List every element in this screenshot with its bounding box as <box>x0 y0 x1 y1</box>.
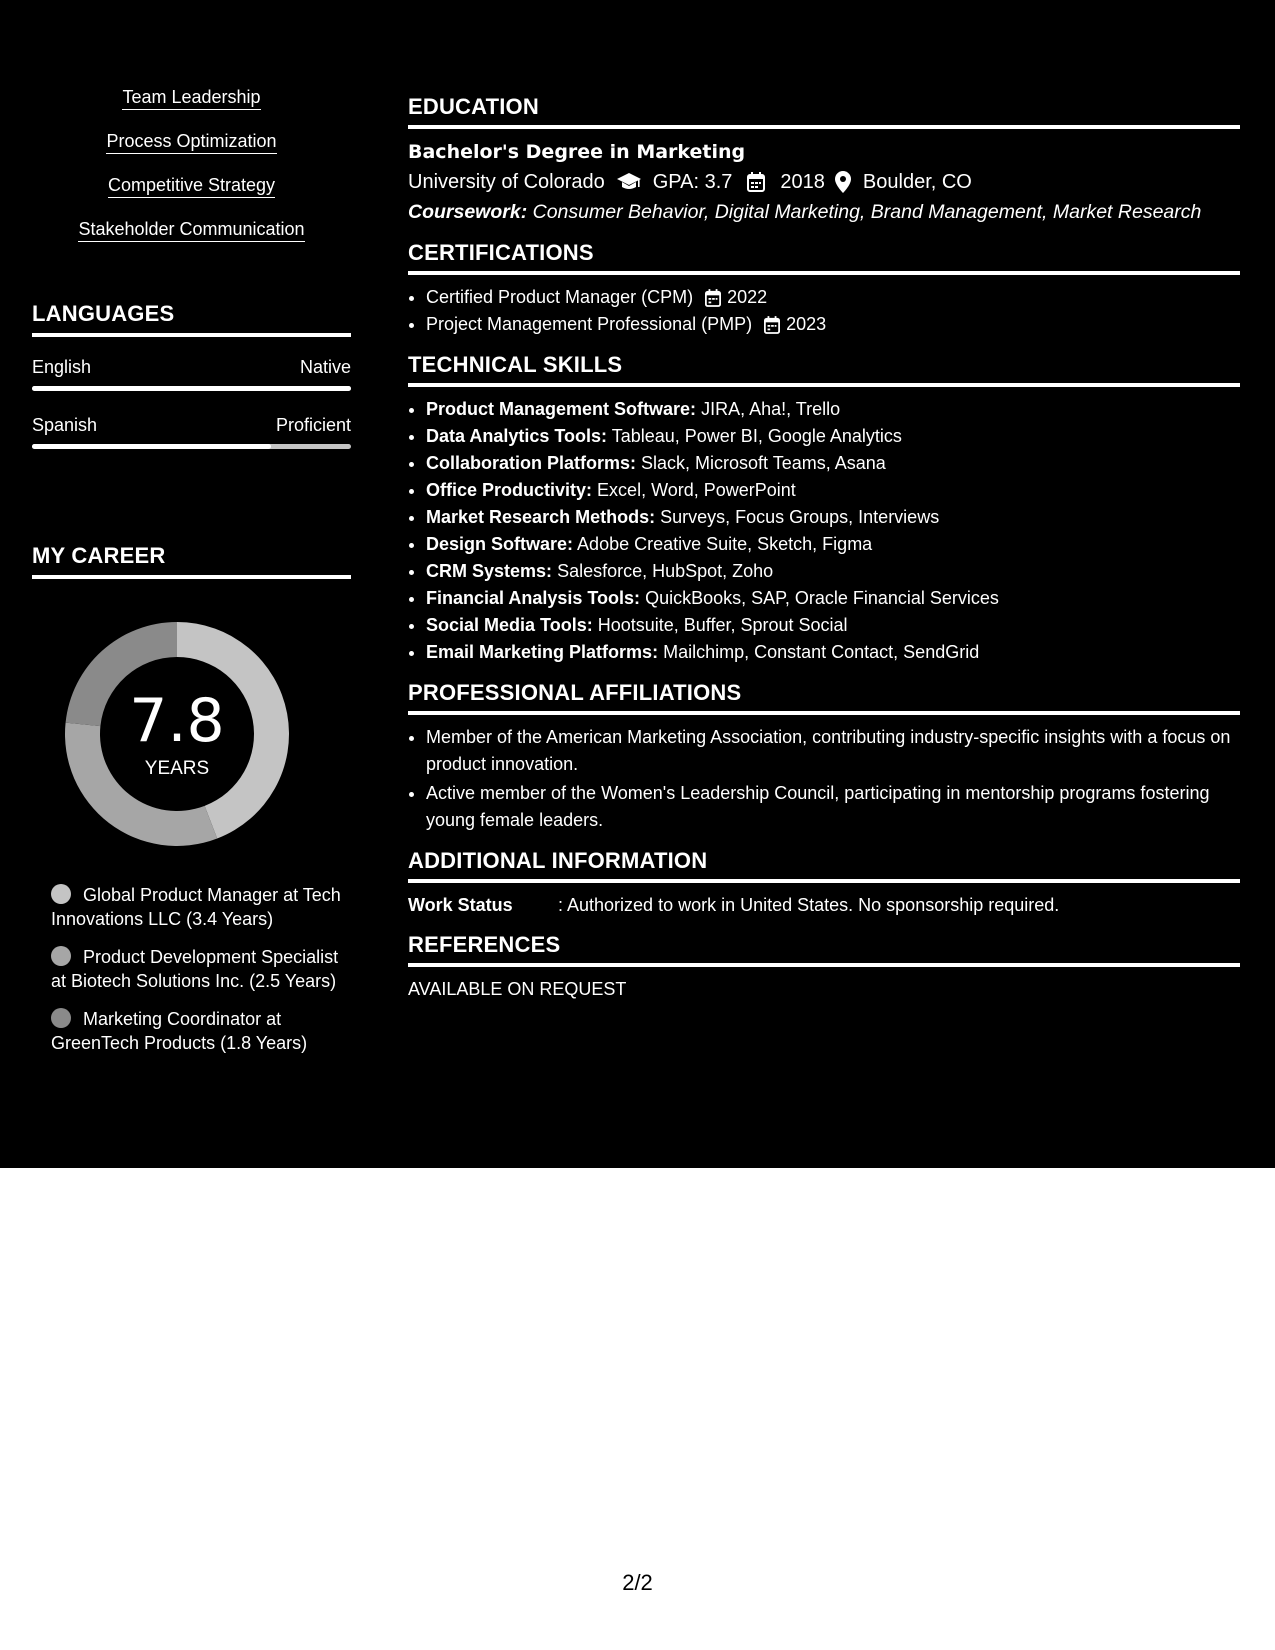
job-dot-icon <box>51 1008 71 1028</box>
additional-info-title: ADDITIONAL INFORMATION <box>408 848 1240 883</box>
education-details <box>408 166 1240 198</box>
job-label: Marketing Coordinator at GreenTech Products (1.8 Years) <box>51 1009 308 1053</box>
certification-item <box>426 284 1240 311</box>
skill-item: Team Leadership <box>122 86 260 110</box>
location-pin-icon <box>833 170 853 194</box>
graduation-cap-icon <box>615 170 643 194</box>
skill-values: Surveys, Focus Groups, Interviews <box>660 507 940 527</box>
job-item <box>51 1007 341 1055</box>
certifications-section <box>408 240 1240 338</box>
technical-skill-item <box>426 531 1240 558</box>
gpa: GPA: 3.7 <box>652 171 733 193</box>
certification-list <box>408 284 1240 338</box>
references-section <box>408 932 1240 1002</box>
skill-values: Salesforce, HubSpot, Zoho <box>557 561 774 581</box>
language-level: Native <box>299 357 351 377</box>
career-total-years: 7.8 <box>129 686 225 756</box>
career-section <box>32 543 351 1053</box>
job-dot-icon <box>51 884 71 904</box>
school-location: Boulder, CO <box>862 171 972 193</box>
certification-name: • Project Management Professional (PMP) <box>426 314 753 334</box>
technical-skill-item <box>426 585 1240 612</box>
skill-category: Email Marketing Platforms: <box>426 642 659 662</box>
additional-info-section <box>408 848 1240 918</box>
calendar-icon <box>705 289 723 307</box>
language-row <box>32 415 351 436</box>
page-number: 2/2 <box>622 1570 653 1595</box>
technical-skill-item <box>426 612 1240 639</box>
donut-center <box>64 621 290 847</box>
calendar-icon <box>742 170 770 194</box>
skill-category: Social Media Tools: <box>426 615 593 635</box>
certification-year: 2023 <box>786 314 827 334</box>
job-label: Global Product Manager at Tech Innovations LLC (3.4 Years) <box>51 885 341 929</box>
career-donut <box>64 621 290 847</box>
skill-values: Mailchimp, Constant Contact, SendGrid <box>663 642 980 662</box>
skill-values: Excel, Word, PowerPoint <box>597 480 796 500</box>
technical-skill-item <box>426 423 1240 450</box>
skill-category: Collaboration Platforms: <box>426 453 637 473</box>
coursework-label: Coursework: <box>408 201 528 223</box>
affiliation-item: • Member of the American Marketing Association, contributing industry-specific insights with a focus on product innovation. <box>426 724 1240 778</box>
calendar-icon <box>764 316 782 334</box>
career-years-unit: YEARS <box>144 758 210 779</box>
work-status-value: : Authorized to work in United States. No sponsorship required. <box>558 895 1060 915</box>
graduation-year: 2018 <box>780 171 825 193</box>
language-bar <box>32 444 351 449</box>
certification-item <box>426 311 1240 338</box>
technical-skill-item <box>426 504 1240 531</box>
affiliations-title: PROFESSIONAL AFFILIATIONS <box>408 680 1240 715</box>
skill-values: JIRA, Aha!, Trello <box>701 399 841 419</box>
skill-values: QuickBooks, SAP, Oracle Financial Services <box>645 588 999 608</box>
job-item <box>51 945 341 993</box>
work-status-row <box>408 892 1240 918</box>
language-bar-fill <box>32 386 351 391</box>
affiliation-item: • Active member of the Women's Leadership Council, participating in mentorship programs fostering young female leaders. <box>426 780 1240 834</box>
affiliations-section <box>408 680 1240 834</box>
skill-item: Competitive Strategy <box>108 174 275 198</box>
skill-category: Data Analytics Tools: <box>426 426 608 446</box>
certification-name: • Certified Product Manager (CPM) <box>426 287 694 307</box>
education-title: EDUCATION <box>408 94 1240 129</box>
references-text: AVAILABLE ON REQUEST <box>408 979 627 999</box>
language-row <box>32 357 351 378</box>
skill-values: Slack, Microsoft Teams, Asana <box>641 453 886 473</box>
languages-section <box>32 301 351 449</box>
language-name: English <box>32 357 92 377</box>
job-label: Product Development Specialist at Biotech Solutions Inc. (2.5 Years) <box>51 947 339 991</box>
job-item <box>51 883 341 931</box>
skill-values: Tableau, Power BI, Google Analytics <box>611 426 902 446</box>
skill-category: CRM Systems: <box>426 561 553 581</box>
coursework-list: Consumer Behavior, Digital Marketing, Brand Management, Market Research <box>532 201 1202 223</box>
skill-list <box>32 86 351 262</box>
technical-skills-list <box>408 396 1240 666</box>
coursework <box>408 198 1240 226</box>
skill-item: Stakeholder Communication <box>78 218 304 242</box>
references-title: REFERENCES <box>408 932 1240 967</box>
right-column <box>408 94 1240 1016</box>
skill-category: Design Software: <box>426 534 574 554</box>
degree-title: Bachelor's Degree in Marketing <box>408 141 746 163</box>
skill-category: Financial Analysis Tools: <box>426 588 641 608</box>
certification-year: 2022 <box>727 287 768 307</box>
job-dot-icon <box>51 946 71 966</box>
work-status-label: Work Status <box>408 895 513 915</box>
technical-skill-item <box>426 639 1240 666</box>
language-name: Spanish <box>32 415 98 435</box>
career-title: MY CAREER <box>32 543 351 579</box>
technical-skills-title: TECHNICAL SKILLS <box>408 352 1240 387</box>
skill-values: Adobe Creative Suite, Sketch, Figma <box>577 534 873 554</box>
technical-skill-item <box>426 396 1240 423</box>
school-name: University of Colorado <box>408 171 605 193</box>
skill-item: Process Optimization <box>106 130 276 154</box>
job-list <box>51 883 341 1069</box>
education-section <box>408 94 1240 226</box>
language-bar <box>32 386 351 391</box>
technical-skill-item <box>426 477 1240 504</box>
technical-skill-item <box>426 450 1240 477</box>
languages-title: LANGUAGES <box>32 301 351 337</box>
affiliations-list <box>408 724 1240 834</box>
technical-skills-section <box>408 352 1240 666</box>
skill-values: Hootsuite, Buffer, Sprout Social <box>597 615 848 635</box>
skill-category: Office Productivity: <box>426 480 593 500</box>
skill-category: Market Research Methods: <box>426 507 656 527</box>
certifications-title: CERTIFICATIONS <box>408 240 1240 275</box>
language-level: Proficient <box>275 415 351 435</box>
language-bar-fill <box>32 444 271 449</box>
technical-skill-item <box>426 558 1240 585</box>
skill-category: Product Management Software: <box>426 399 697 419</box>
